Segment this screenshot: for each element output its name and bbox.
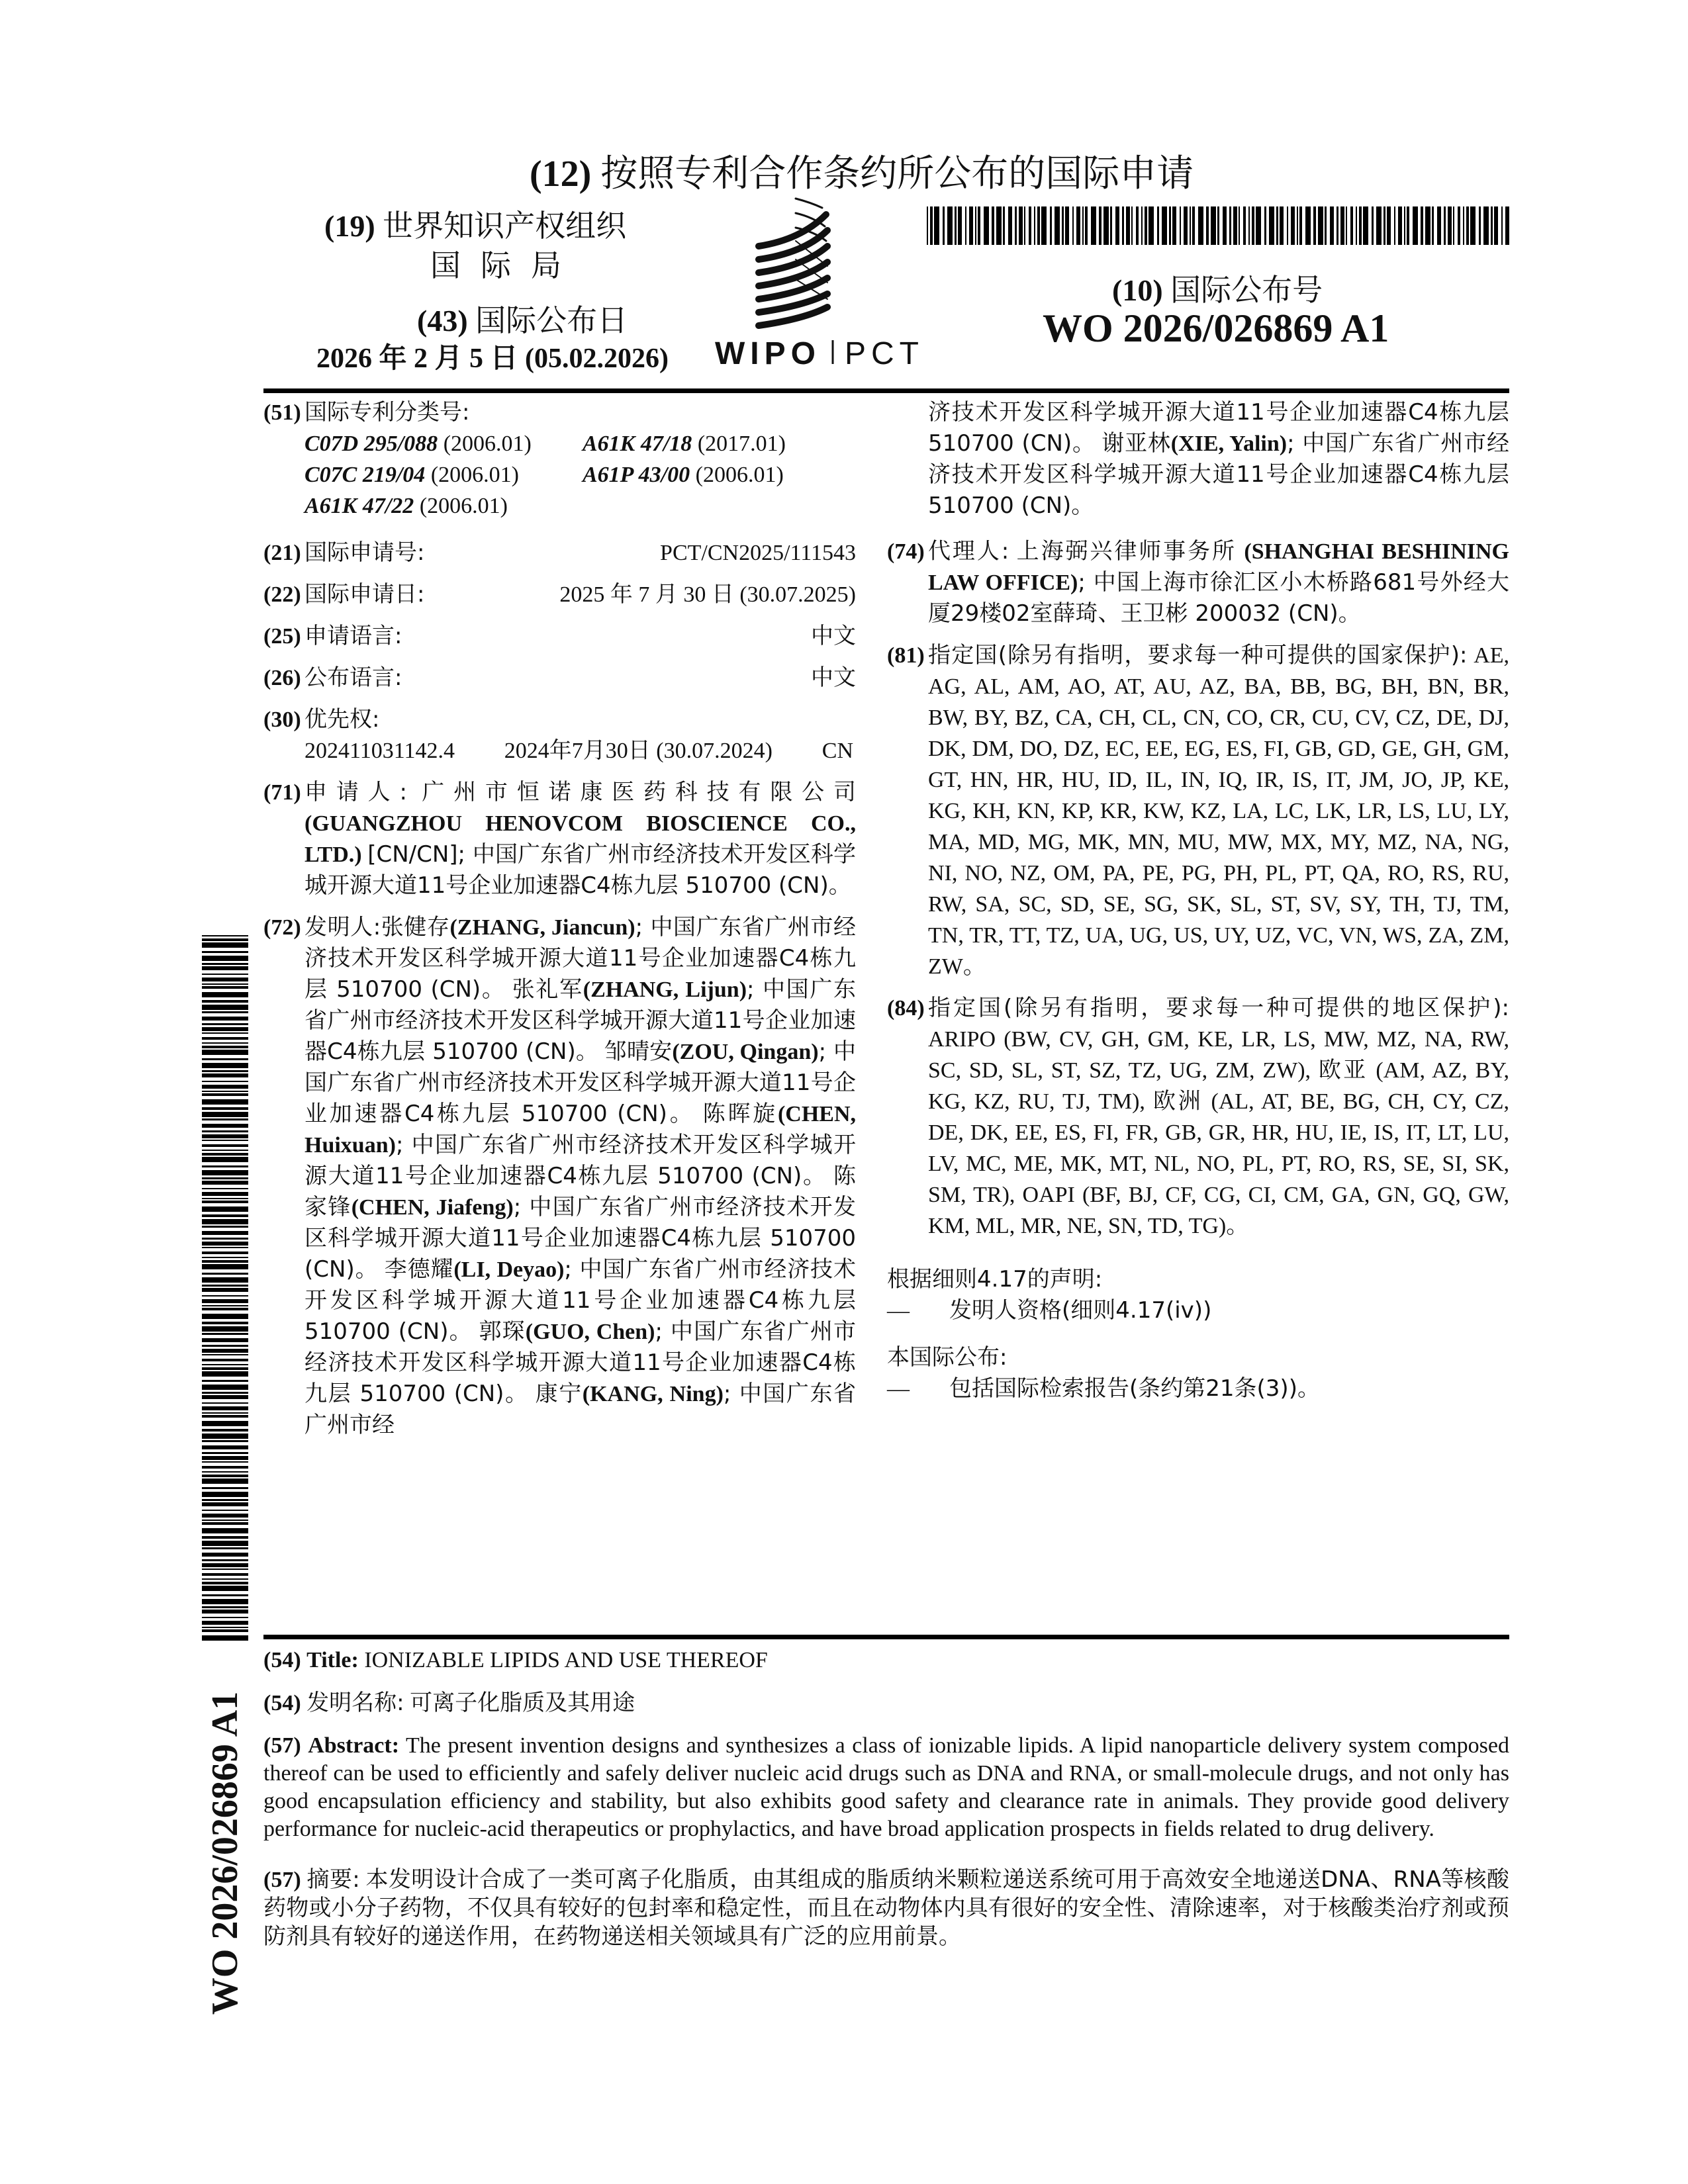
inid-code: (57) bbox=[263, 1733, 301, 1758]
inventor: 李德耀(LI, Deyao); 中国广东省广州市经济技术开发区科学城开源大道11号企业加速器C4栋九层 510700 (CN)。 bbox=[305, 1256, 856, 1345]
field-30-priority bbox=[263, 704, 856, 766]
publication-number-label-text: 国际公布号 bbox=[1170, 272, 1323, 308]
field-value: 中文 bbox=[811, 623, 856, 649]
inid-code: (51) bbox=[263, 400, 301, 425]
field-72-inventors-continued bbox=[887, 397, 1509, 522]
priority-number: 202411031142.4 bbox=[305, 739, 455, 763]
declarations-section bbox=[887, 1264, 1509, 1326]
ipc-code: A61K 47/22 (2006.01) bbox=[305, 494, 508, 518]
field-81-designated-states bbox=[887, 640, 1509, 982]
title-cn bbox=[263, 1689, 1509, 1717]
field-label: 国际专利分类号: bbox=[305, 399, 470, 426]
publication-date-label bbox=[417, 296, 628, 340]
abstract-cn-text: 本发明设计合成了一类可离子化脂质，由其组成的脂质纳米颗粒递送系统可用于高效安全地递送DNA、RNA等核酸药物或小分子药物，不仅具有较好的包封率和稳定性，而且在动物体内具有很好的安全性、清除速率，对于核酸类治疗剂或预防剂具有较好的递送作用，在药物递送相关领域具有广泛的应用前景。 bbox=[263, 1866, 1510, 1950]
logo-wipo-text: WIPO bbox=[715, 336, 821, 371]
organization-name bbox=[324, 202, 626, 246]
field-label: 国际申请日: bbox=[305, 581, 425, 608]
field-51-ipc bbox=[263, 397, 856, 522]
ipc-code: C07C 219/04 (2006.01) bbox=[305, 463, 519, 487]
inid-code: (72) bbox=[263, 915, 301, 940]
field-25-filing-language bbox=[263, 621, 856, 652]
title-en-text: IONIZABLE LIPIDS AND USE THEREOF bbox=[364, 1648, 768, 1672]
inid-code: (74) bbox=[887, 539, 925, 564]
publication-number-label bbox=[1112, 266, 1323, 310]
abstract-en-text: The present invention designs and synthesizes a class of ionizable lipids. A lipid nanoparticle delivery system composed thereof can be used to efficiently and safely deliver nucleic acid drugs such as DNA and RNA, or small-molecule drugs, and not only has good encapsulation efficiency and stability, but also exhibits good safety and clearance rate in animals. They provide good delivery performance for nucleic-acid therapeutics or prophylactics, and have broad application prospects in fields related to drug delivery. bbox=[263, 1733, 1509, 1841]
inid-code: (26) bbox=[263, 666, 301, 690]
inventor: 郭琛(GUO, Chen); 中国广东省广州市经济技术开发区科学城开源大道11号企业加速器C4栋九层 510700 (CN)。 bbox=[305, 1318, 857, 1407]
inid-code: (84) bbox=[887, 996, 925, 1021]
field-label: 申请人: bbox=[305, 779, 407, 805]
published-with-section bbox=[887, 1342, 1509, 1404]
inventor: 张礼军(ZHANG, Lijun); 中国广东省广州市经济技术开发区科学城开源大道11号企业加速器C4栋九层 510700 (CN)。 bbox=[305, 976, 857, 1065]
priority-country: CN bbox=[821, 739, 853, 763]
ipc-code-list bbox=[305, 428, 856, 522]
agent-address: ; 中国上海市徐汇区小木桥路681号外经大厦29楼02室薛琦、王卫彬 200032 (CN)。 bbox=[928, 569, 1509, 627]
priority-row bbox=[305, 735, 856, 766]
field-21-application-number bbox=[263, 537, 856, 569]
inid-code: (71) bbox=[263, 780, 301, 805]
document-title-text: 按照专利合作条约所公布的国际申请 bbox=[600, 152, 1194, 195]
inventor: 康宁(KANG, Ning); 中国广东省广州市经 bbox=[305, 1381, 857, 1438]
divider-middle bbox=[263, 1635, 1509, 1639]
abstract-en bbox=[263, 1732, 1509, 1843]
field-label: Abstract: bbox=[308, 1733, 400, 1758]
inid-code: (30) bbox=[263, 707, 301, 732]
field-value: 2025 年 7 月 30 日 (30.07.2025) bbox=[559, 582, 856, 607]
field-label: 代理人: bbox=[928, 538, 1009, 565]
inventor-address-continued: 济技术开发区科学城开源大道11号企业加速器C4栋九层 510700 (CN)。 bbox=[928, 399, 1509, 457]
inid-code: (12) bbox=[530, 154, 592, 195]
applicant-address: [CN/CN]; 中国广东省广州市经济技术开发区科学城开源大道11号企业加速器C4栋九层 510700 (CN)。 bbox=[305, 841, 857, 899]
field-22-filing-date bbox=[263, 579, 856, 610]
inid-code: (54) bbox=[263, 1691, 301, 1715]
list-item bbox=[887, 1373, 1509, 1404]
field-74-agent bbox=[887, 536, 1509, 629]
publication-date-value: 2026 年 2 月 5 日 (05.02.2026) bbox=[316, 343, 669, 374]
bibliographic-left-column bbox=[263, 397, 856, 1451]
field-label: Title: bbox=[306, 1648, 359, 1672]
field-label: 发明人: bbox=[305, 914, 381, 940]
field-26-publication-language bbox=[263, 662, 856, 694]
dash-bullet: — bbox=[887, 1377, 910, 1401]
barcode-vertical bbox=[202, 935, 248, 1637]
designated-state-list: AE, AG, AL, AM, AO, AT, AU, AZ, BA, BB, BG, BH, BN, BR, BW, BY, BZ, CA, CH, CL, CN, CO, CR, CU, CV, CZ, DE, DJ, DK, DM, DO, DZ, EC, EE, EG, ES, FI, GB, GD, GE, GH, GM, GT, HN, HR, HU, ID, IL, IN, IQ, IR, IS, IT, JM, JO, JP, KE, KG, KH, KN, KP, KR, KW, KZ, LA, LC, LK, LR, LS, LU, LY, MA, MD, MG, MK, MN, MU, MW, MX, MY, MZ, NA, NG, NI, NO, NZ, OM, PA, PE, PG, PH, PL, PT, QA, RO, RS, RU, RW, SA, SC, SD, SE, SG, SK, SL, ST, SV, SY, TH, TJ, TM, TN, TR, TT, TZ, UA, UG, US, UY, UZ, VC, VN, WS, ZA, ZM, ZW。 bbox=[928, 643, 1510, 979]
field-value: PCT/CN2025/111543 bbox=[660, 541, 856, 565]
agent-name-cn: 上海弼兴律师事务所 bbox=[1016, 538, 1237, 565]
field-label: 公布语言: bbox=[305, 664, 402, 691]
ipc-code: A61P 43/00 (2006.01) bbox=[583, 463, 784, 487]
field-label: 优先权: bbox=[305, 706, 380, 733]
list-item-text: 包括国际检索报告(条约第21条(3))。 bbox=[949, 1375, 1320, 1402]
priority-date: 2024年7月30日 (30.07.2024) bbox=[504, 739, 773, 763]
applicant-name-cn: 广州市恒诺康医药科技有限公司 bbox=[422, 779, 856, 805]
inventor: 陈家锋(CHEN, Jiafeng); 中国广东省广州市经济技术开发区科学城开源大道11号企业加速器C4栋九层 510700 (CN)。 bbox=[305, 1163, 857, 1283]
title-en bbox=[263, 1647, 1509, 1674]
side-publication-number: WO 2026/026869 A1 bbox=[205, 1691, 246, 2015]
bibliographic-right-column bbox=[887, 397, 1509, 1404]
inid-code: (43) bbox=[417, 304, 468, 338]
publication-date-label-text: 国际公布日 bbox=[475, 302, 628, 338]
barcode-horizontal bbox=[927, 206, 1508, 245]
publication-number-value: WO 2026/026869 A1 bbox=[1043, 306, 1389, 350]
agent-name-en: (SHANGHAI BESHINING LAW OFFICE) bbox=[928, 539, 1509, 595]
inid-code: (57) bbox=[263, 1868, 301, 1892]
field-value: 中文 bbox=[811, 664, 856, 691]
inventor: 谢亚林(XIE, Yalin); 中国广东省广州市经济技术开发区科学城开源大道11号企业加速器C4栋九层 510700 (CN)。 bbox=[928, 430, 1510, 519]
field-label: 指定国(除另有指明，要求每一种可提供的国家保护): bbox=[928, 642, 1468, 668]
field-71-applicant bbox=[263, 777, 856, 901]
inventor: 张健存(ZHANG, Jiancun); 中国广东省广州市经济技术开发区科学城开源大道11号企业加速器C4栋九层 510700 (CN)。 bbox=[305, 914, 856, 1003]
ipc-code: A61K 47/18 (2017.01) bbox=[583, 432, 786, 456]
field-label: 发明名称: bbox=[306, 1690, 404, 1716]
logo-pct-text: PCT bbox=[845, 336, 924, 371]
inid-code: (81) bbox=[887, 643, 925, 668]
section-heading: 本国际公布: bbox=[887, 1344, 1008, 1371]
wipo-globe-icon bbox=[695, 193, 947, 372]
ipc-code: C07D 295/088 (2006.01) bbox=[305, 432, 532, 456]
dash-bullet: — bbox=[887, 1298, 910, 1323]
title-cn-text: 可离子化脂质及其用途 bbox=[410, 1690, 635, 1716]
list-item bbox=[887, 1295, 1509, 1326]
abstract-cn bbox=[263, 1866, 1509, 1951]
field-label: 国际申请号: bbox=[305, 539, 425, 566]
inid-code: (21) bbox=[263, 541, 301, 565]
inid-code: (22) bbox=[263, 582, 301, 607]
field-label: 指定国(除另有指明，要求每一种可提供的地区保护): bbox=[928, 995, 1509, 1021]
inid-code: (19) bbox=[324, 209, 375, 243]
inid-code: (10) bbox=[1112, 273, 1163, 307]
field-72-inventors bbox=[263, 912, 856, 1441]
list-item-text: 发明人资格(细则4.17(iv)) bbox=[949, 1297, 1212, 1324]
organization-name-text: 世界知识产权组织 bbox=[383, 208, 627, 244]
inventor: 陈晖旋(CHEN, Huixuan); 中国广东省广州市经济技术开发区科学城开源大道11号企业加速器C4栋九层 510700 (CN)。 bbox=[305, 1101, 857, 1189]
inventor: 邹晴安(ZOU, Qingan); 中国广东省广州市经济技术开发区科学城开源大道11号企业加速器C4栋九层 510700 (CN)。 bbox=[305, 1038, 857, 1127]
field-label: 摘要: bbox=[306, 1866, 360, 1893]
title-abstract-section bbox=[263, 1647, 1509, 1966]
wipo-pct-logo bbox=[695, 193, 947, 372]
field-label: 申请语言: bbox=[305, 623, 402, 649]
section-heading: 根据细则4.17的声明: bbox=[887, 1266, 1103, 1293]
inid-code: (54) bbox=[263, 1648, 301, 1672]
document-title bbox=[530, 144, 1194, 197]
organization-bureau: 国际局 bbox=[430, 248, 581, 283]
inid-code: (25) bbox=[263, 624, 301, 649]
regional-state-list: ARIPO (BW, CV, GH, GM, KE, LR, LS, MW, MZ, NA, RW, SC, SD, SL, ST, SZ, TZ, UG, ZM, ZW), 欧亚 (AM, AZ, BY, KG, KZ, RU, TJ, TM), 欧洲 (AL, AT, BE, BG, CH, CY, CZ, DE, DK, EE, ES, FI, FR, GB, GR, HR, HU, IE, IS, IT, LT, LU, LV, MC, ME, MK, MT, NL, NO, PL, PT, RO, RS, SE, SI, SK, SM, TR), OAPI (BF, BJ, CF, CG, CI, CM, GA, GN, GQ, GW, KM, ML, MR, NE, SN, TD, TG)。 bbox=[928, 1027, 1509, 1238]
field-84-regional-states bbox=[887, 993, 1509, 1242]
divider-top bbox=[263, 388, 1509, 393]
applicant-name-en: (GUANGZHOU HENOVCOM BIOSCIENCE CO., LTD.) bbox=[305, 811, 856, 867]
